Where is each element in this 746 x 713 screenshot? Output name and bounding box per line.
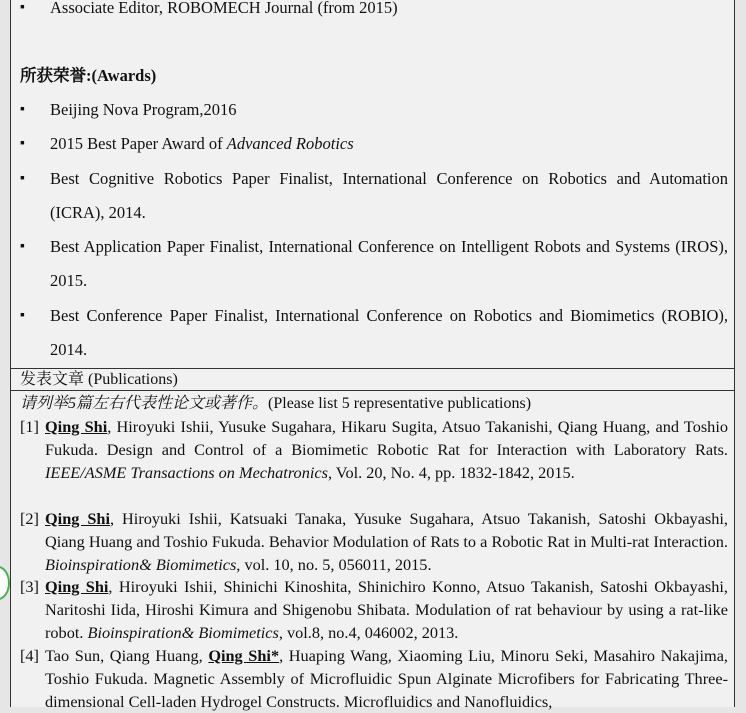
bullet-icon: ▪: [20, 136, 25, 151]
publication-number: [2]: [20, 509, 39, 528]
bullet-icon: ▪: [20, 102, 25, 117]
awards-heading: 所获荣誉:(Awards): [20, 66, 157, 85]
award-item: [11, 230, 728, 298]
publication-item: [20, 415, 728, 484]
publication-venue: Bioinspiration& Biomimetics: [87, 623, 279, 642]
award-item: [11, 299, 728, 367]
bullet-icon: ▪: [20, 171, 25, 186]
publications-heading: 发表文章 (Publications): [11, 368, 734, 391]
award-text: Best Cognitive Robotics Paper Finalist, International Conference on Robotics and Automation (ICRA), 2014.: [50, 169, 728, 222]
author-highlight: Qing Shi: [45, 577, 109, 596]
editor-text: Associate Editor, ROBOMECH Journal (from 2015): [50, 0, 398, 17]
publication-text: Tao Sun, Qiang Huang, Qing Shi*, Huaping Wang, Xiaoming Liu, Minoru Seki, Masahiro Nakajima, Toshio Fukuda. Magnetic Assembly of Microfluidic Spun Alginate Microfibers for Fabricating Three-dimensional Cell-laden Hydrogel Constructs. Microfluidics and Nanofluidics,: [45, 646, 728, 711]
publications-note: 请列举5篇左右代表性论文或著作。(Please list 5 representative publications): [20, 395, 532, 412]
publication-item: [20, 507, 728, 576]
bullet-icon: ▪: [20, 308, 25, 323]
publication-venue: Bioinspiration& Biomimetics: [45, 555, 237, 574]
author-highlight: Qing Shi: [45, 417, 108, 436]
publication-text: Qing Shi, Hiroyuki Ishii, Shinichi Kinoshita, Shinichiro Konno, Atsuo Takanish, Satoshi Okbayashi, Naritoshi Iida, Hiroshi Kimura and Shigenobu Shibata. Modulation of rat behaviour by using a rat-like robot. Bioinspiration& Biomimetics, vol.8, no.4, 046002, 2013.: [45, 577, 728, 642]
bullet-icon: ▪: [20, 239, 25, 254]
award-text: Best Conference Paper Finalist, International Conference on Robotics and Biomimetics (ROBIO), 2014.: [50, 306, 728, 359]
publication-text: Qing Shi, Hiroyuki Ishii, Yusuke Sugahara, Hikaru Sugita, Atsuo Takanishi, Qiang Huang, and Toshio Fukuda. Design and Control of a Biomimetic Robotic Rat for Interaction with Laboratory Rats. IEEE/ASME Transactions on Mechatronics, Vol. 20, No. 4, pp. 1832-1842, 2015.: [45, 417, 728, 482]
award-text: Beijing Nova Program,2016: [50, 100, 237, 119]
publication-number: [3]: [20, 577, 39, 596]
award-text: 2015 Best Paper Award of Advanced Robotics: [50, 134, 354, 153]
publication-text: Qing Shi, Hiroyuki Ishii, Katsuaki Tanaka, Yusuke Sugahara, Atsuo Takanish, Satoshi Okbayashi, Qiang Huang and Toshio Fukuda. Behavior Modulation of Rats to a Robotic Rat in Multi-rat Interaction. Bioinspiration& Biomimetics, vol. 10, no. 5, 056011, 2015.: [45, 509, 728, 574]
author-highlight: Qing Shi: [45, 509, 110, 528]
award-text: Best Application Paper Finalist, International Conference on Intelligent Robots and Systems (IROS), 2015.: [50, 237, 728, 290]
publication-item: [20, 644, 728, 713]
awards-cell: [11, 0, 734, 369]
author-highlight: Qing Shi*: [208, 646, 280, 665]
award-item: [11, 127, 728, 161]
publications-cell: [11, 392, 734, 711]
publication-number: [1]: [20, 417, 39, 436]
award-item: [11, 162, 728, 230]
publication-item: [20, 575, 728, 644]
editor-item: [11, 0, 728, 25]
publication-venue: IEEE/ASME Transactions on Mechatronics: [45, 463, 328, 482]
publication-number: [4]: [20, 646, 39, 665]
award-item: [11, 93, 728, 127]
bullet-icon: ▪: [20, 0, 25, 15]
document-page: [10, 0, 735, 711]
side-widget-handle[interactable]: [0, 566, 10, 600]
